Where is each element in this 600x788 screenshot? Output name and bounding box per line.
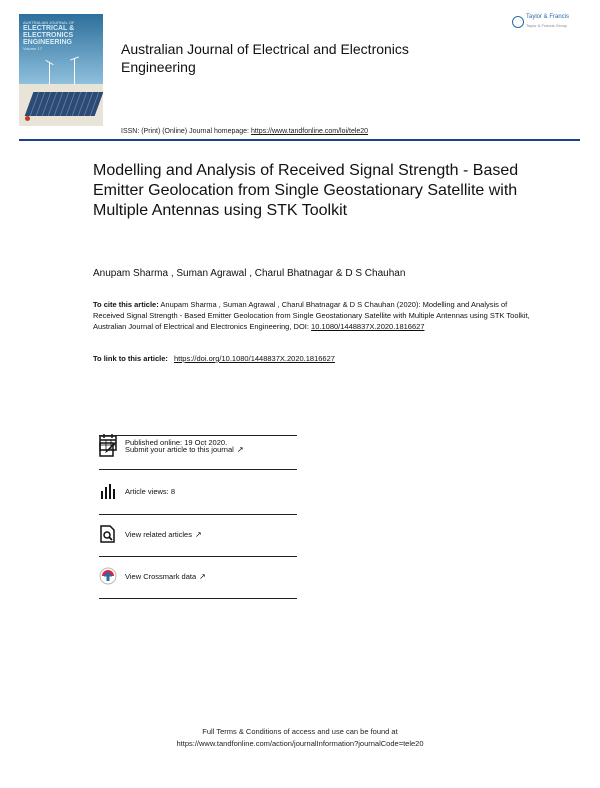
- taylor-francis-logo-icon: [512, 16, 524, 28]
- article-views-row: [99, 478, 297, 506]
- solar-panels: [25, 92, 103, 116]
- article-views-label: Article views: 8: [125, 487, 176, 496]
- publisher-subname: Taylor & Francis Group: [526, 23, 567, 28]
- footer-terms-url[interactable]: https://www.tandfonline.com/action/journalInformation?journalCode=tele20: [176, 739, 424, 748]
- wind-turbine-icon: [74, 58, 75, 86]
- article-link-line: [93, 354, 335, 363]
- journal-homepage-link[interactable]: https://www.tandfonline.com/loi/tele20: [250, 128, 369, 135]
- footer: [0, 726, 600, 750]
- cover-title-small: AUSTRALIAN JOURNAL OF: [23, 20, 75, 25]
- external-link-icon: ↗: [236, 445, 244, 454]
- wind-turbine-icon: [49, 62, 50, 86]
- related-search-icon: [99, 525, 117, 543]
- footer-terms-text: Full Terms & Conditions of access and use can be found at: [202, 727, 398, 736]
- divider: [99, 514, 297, 515]
- publisher-mini-logo: [25, 116, 30, 121]
- article-title: Modelling and Analysis of Received Signal Strength - Based Emitter Geolocation from Single Geostationary Satellite with Multiple Antennas using STK Toolkit: [93, 162, 519, 219]
- divider: [99, 598, 297, 599]
- issn-label: ISSN: (Print) (Online) Journal homepage:: [121, 128, 249, 135]
- article-authors: Anupam Sharma , Suman Agrawal , Charul Bhatnagar & D S Chauhan: [93, 268, 406, 279]
- published-online-label: Published online: 19 Oct 2020.: [125, 438, 228, 447]
- divider: [99, 556, 297, 557]
- crossmark-label[interactable]: View Crossmark data ↗: [125, 572, 206, 581]
- link-label: To link to this article:: [93, 354, 168, 363]
- related-articles-row[interactable]: [99, 521, 297, 549]
- article-doi-url-link[interactable]: https://doi.org/10.1080/1448837X.2020.1816627: [173, 354, 335, 363]
- issn-line: [121, 128, 368, 135]
- publisher-name: Taylor & Francis: [526, 14, 570, 20]
- cite-label: To cite this article:: [93, 300, 159, 309]
- cite-text: Anupam Sharma , Suman Agrawal , Charul Bhatnagar & D S Chauhan (2020): Modelling and Analysis of Received Signal Strength - Based Emitter Geolocation from Single Geostationary Satellite with Multiple Antennas using STK Toolkit, Australian Journal of Electrical and Electronics Engineering, DOI:: [93, 300, 530, 331]
- journal-title: Australian Journal of Electrical and Electronics Engineering: [121, 41, 409, 75]
- journal-cover-image[interactable]: [19, 14, 103, 126]
- bar-chart-icon: [99, 482, 117, 500]
- edit-icon: [99, 440, 117, 458]
- cover-subtitle: Volume 17: [23, 46, 42, 51]
- cover-title: [23, 20, 101, 51]
- related-articles-label[interactable]: View related articles ↗: [125, 530, 202, 539]
- external-link-icon: ↗: [199, 572, 206, 581]
- crossmark-row[interactable]: [99, 563, 297, 591]
- divider: [99, 469, 297, 470]
- cover-title-big: ELECTRICAL & ELECTRONICS ENGINEERING: [23, 25, 75, 46]
- submit-article-row[interactable]: [99, 436, 297, 464]
- doi-link[interactable]: 10.1080/1448837X.2020.1816627: [311, 322, 425, 331]
- crossmark-icon: [99, 567, 117, 585]
- external-link-icon: ↗: [194, 530, 202, 539]
- citation-block: [93, 299, 533, 332]
- submit-article-label[interactable]: Submit your article to this journal ↗: [125, 445, 244, 454]
- header-divider: [19, 139, 580, 141]
